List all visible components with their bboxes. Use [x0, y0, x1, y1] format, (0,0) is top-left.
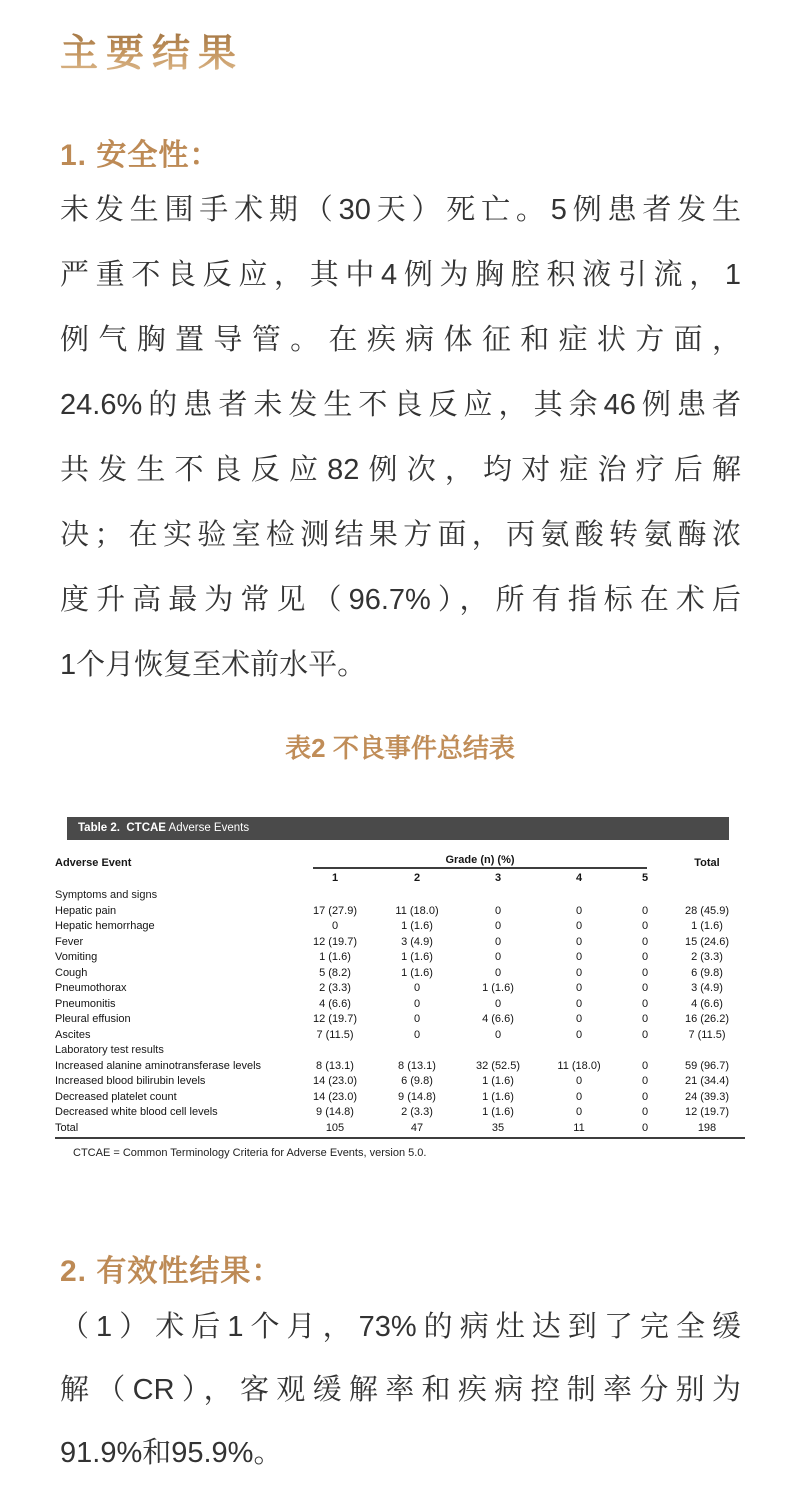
- table-cell: 1 (1.6): [401, 966, 433, 979]
- table-cell: 2 (3.3): [401, 1106, 433, 1118]
- table-cell: 9 (14.8): [398, 1090, 436, 1103]
- table-cell: 0: [413, 1028, 421, 1041]
- table-cell: 16 (26.2): [684, 1013, 730, 1025]
- table-cell: [621, 1043, 669, 1059]
- table-cell: [295, 888, 375, 904]
- table-footnote: CTCAE = Common Terminology Criteria for Adverse Events, version 5.0.: [73, 1147, 427, 1159]
- table-cell: 0: [494, 951, 502, 963]
- table-grade-subheader-row: [55, 869, 745, 888]
- table-row-label: Fever: [55, 935, 84, 948]
- paragraph-line: 例气胸置导管。在疾病体征和症状方面，: [60, 324, 741, 356]
- table-cell: [537, 888, 621, 904]
- table-cell: 198: [697, 1121, 717, 1134]
- table-cell: 2 (3.3): [319, 982, 351, 994]
- table-title-bold: Table 2. CTCAE: [78, 822, 166, 834]
- paragraph-line: 共发生不良反应82例次，均对症治疗后解: [60, 454, 741, 486]
- table-row-label: Pleural effusion: [55, 1013, 131, 1025]
- table-cell: 0: [494, 935, 502, 948]
- table-cell: 14 (23.0): [312, 1090, 358, 1103]
- column-header-adverse-event: Adverse Event: [55, 857, 132, 869]
- table-cell: 105: [325, 1121, 345, 1134]
- table-row: [55, 1059, 745, 1075]
- grade-col-5: 5: [641, 872, 649, 884]
- table-cell: [295, 1043, 375, 1059]
- table-row-label: Increased alanine aminotransferase levels: [55, 1059, 262, 1072]
- table-cell: 0: [575, 966, 583, 979]
- table-bottom-rule: [55, 1137, 745, 1139]
- table-cell: 0: [641, 997, 649, 1010]
- paragraph-line: 解（CR），客观缓解率和疾病控制率分别为: [60, 1374, 741, 1406]
- table-cell: 0: [641, 1028, 649, 1041]
- table-cell: 6 (9.8): [401, 1075, 433, 1087]
- table-cell: 35: [491, 1121, 505, 1134]
- table-caption: 表2 不良事件总结表: [285, 733, 515, 763]
- table-row-label: Decreased white blood cell levels: [55, 1106, 218, 1118]
- table-cell: 32 (52.5): [475, 1059, 521, 1072]
- paragraph-line: （1）术后1个月，73%的病灶达到了完全缓: [60, 1311, 741, 1343]
- table-row: [55, 1012, 745, 1028]
- table-cell: 11: [573, 1121, 585, 1134]
- table-row: [55, 904, 745, 920]
- table-cell: 1 (1.6): [482, 1106, 514, 1118]
- table-cell: 8 (13.1): [316, 1059, 354, 1072]
- table-cell: 9 (14.8): [316, 1106, 354, 1118]
- table-cell: 0: [641, 1075, 649, 1087]
- table-cell: 0: [641, 904, 649, 917]
- table-row: [55, 1105, 745, 1121]
- section-heading-efficacy: 2. 有效性结果：: [60, 1255, 283, 1288]
- table-cell: 0: [641, 1090, 649, 1103]
- table-group-row: [55, 1043, 745, 1059]
- table-cell-empty: [55, 869, 295, 888]
- table-cell: 0: [413, 997, 421, 1010]
- safety-paragraph: [60, 178, 741, 698]
- table-cell: 12 (19.7): [312, 1013, 358, 1025]
- table-cell: 17 (27.9): [312, 904, 358, 917]
- table-row: [55, 919, 745, 935]
- table-cell: 0: [641, 966, 649, 979]
- table-cell: 0: [641, 982, 649, 994]
- paragraph-line: 决；在实验室检测结果方面，丙氨酸转氨酶浓: [60, 519, 741, 551]
- table-row-label: Laboratory test results: [55, 1044, 164, 1056]
- table-cell: 0: [575, 920, 583, 932]
- page-title: 主要结果: [60, 22, 244, 77]
- paragraph-line: 1个月恢复至术前水平。: [60, 649, 367, 681]
- table-cell: 0: [641, 951, 649, 963]
- table-cell: 47: [410, 1121, 424, 1134]
- table-cell: 6 (9.8): [691, 966, 723, 979]
- table-cell: 7 (11.5): [316, 1028, 354, 1041]
- table-cell: 3 (4.9): [401, 935, 433, 948]
- table-row-label: Decreased platelet count: [55, 1090, 177, 1103]
- table-cell: 4 (6.6): [482, 1013, 514, 1025]
- table-cell: 0: [494, 997, 502, 1010]
- table-row: [55, 997, 745, 1013]
- paragraph-line: 度升高最为常见（96.7%），所有指标在术后: [60, 584, 741, 616]
- table-cell: 0: [575, 1106, 583, 1118]
- paragraph-line: 严重不良反应，其中4例为胸腔积液引流，1: [60, 259, 741, 291]
- section-heading-safety: 1. 安全性：: [60, 139, 221, 172]
- table-row: [55, 1074, 745, 1090]
- table-cell: 1 (1.6): [401, 951, 433, 963]
- table-cell: 0: [575, 1013, 583, 1025]
- table-cell: [459, 888, 537, 904]
- paragraph-line: 未发生围手术期（30天）死亡。5例患者发生: [60, 194, 741, 226]
- table-row-label: Hepatic hemorrhage: [55, 920, 155, 932]
- table-row-label: Hepatic pain: [55, 904, 117, 917]
- table-row-label: Total: [55, 1121, 79, 1134]
- table-row-label: Pneumonitis: [55, 997, 116, 1010]
- table-cell: 0: [641, 1121, 649, 1134]
- grade-col-1: 1: [331, 872, 339, 884]
- table-cell: 15 (24.6): [684, 935, 730, 948]
- grade-col-3: 3: [494, 872, 502, 884]
- column-header-total: Total: [694, 857, 720, 869]
- grade-col-2: 2: [413, 872, 421, 884]
- table-cell: [375, 888, 459, 904]
- table-cell: 7 (11.5): [688, 1028, 726, 1041]
- table-cell: 0: [413, 1013, 421, 1025]
- table-row: [55, 1090, 745, 1106]
- table-title-bar: [67, 817, 729, 840]
- table-cell: 4 (6.6): [691, 997, 723, 1010]
- table-row-label: Symptoms and signs: [55, 889, 158, 901]
- table-cell: 0: [575, 904, 583, 917]
- table-cell: [669, 888, 745, 904]
- table-cell: 1 (1.6): [319, 951, 351, 963]
- table-row-label: Increased blood bilirubin levels: [55, 1075, 206, 1087]
- column-header-grade: Grade (n) (%): [313, 854, 647, 869]
- table-cell: 28 (45.9): [684, 904, 730, 917]
- table-cell: 0: [641, 935, 649, 948]
- table-cell: 0: [575, 1075, 583, 1087]
- table-cell: 0: [494, 966, 502, 979]
- table-cell: [669, 1043, 745, 1059]
- paragraph-line: 91.9%和95.9%。: [60, 1437, 283, 1469]
- adverse-events-tbody: [55, 888, 745, 1136]
- table-cell: 1 (1.6): [691, 920, 723, 932]
- table-cell: [459, 1043, 537, 1059]
- table-cell: 3 (4.9): [691, 982, 723, 994]
- table-cell: 8 (13.1): [398, 1059, 436, 1072]
- table-cell: 0: [494, 920, 502, 932]
- table-cell: 0: [575, 1028, 583, 1041]
- adverse-events-table: [55, 847, 745, 1136]
- table-cell: 12 (19.7): [312, 935, 358, 948]
- table-cell: 24 (39.3): [684, 1090, 730, 1103]
- table-row: [55, 935, 745, 951]
- table-cell: 0: [575, 1090, 583, 1103]
- table-cell: 12 (19.7): [684, 1106, 730, 1118]
- table-cell: 0: [641, 1059, 649, 1072]
- table-row: [55, 966, 745, 982]
- table-cell: 0: [575, 997, 583, 1010]
- table-cell: 14 (23.0): [312, 1075, 358, 1087]
- table-row: [55, 981, 745, 997]
- table-row-label: Pneumothorax: [55, 982, 127, 994]
- table-cell: 0: [575, 982, 583, 994]
- grade-col-4: 4: [575, 872, 583, 884]
- table-cell: 0: [494, 904, 502, 917]
- table-cell: 5 (8.2): [319, 966, 351, 979]
- adverse-events-figure: [55, 815, 745, 1159]
- table-cell-empty: [669, 869, 745, 888]
- table-cell: 1 (1.6): [482, 982, 514, 994]
- table-row: [55, 1121, 745, 1137]
- table-row-label: Cough: [55, 966, 88, 979]
- table-cell: 1 (1.6): [482, 1090, 514, 1103]
- table-cell: 11 (18.0): [557, 1059, 601, 1072]
- table-cell: [375, 1043, 459, 1059]
- table-row: [55, 950, 745, 966]
- table-cell: [537, 1043, 621, 1059]
- table-row-label: Vomiting: [55, 951, 98, 963]
- table-row-label: Ascites: [55, 1028, 91, 1041]
- table-cell: 0: [413, 982, 421, 994]
- table-cell: 0: [641, 920, 649, 932]
- efficacy-paragraph: [60, 1296, 741, 1485]
- table-cell: 2 (3.3): [691, 951, 723, 963]
- table-row: [55, 1028, 745, 1044]
- table-cell: 0: [331, 920, 339, 932]
- table-cell: 0: [641, 1106, 649, 1118]
- table-cell: 0: [494, 1028, 502, 1041]
- table-header-row: [55, 847, 745, 869]
- table-cell: 0: [641, 1013, 649, 1025]
- table-cell: 1 (1.6): [401, 920, 433, 932]
- table-cell: [621, 888, 669, 904]
- table-group-row: [55, 888, 745, 904]
- table-cell: 11 (18.0): [395, 904, 439, 917]
- table-cell: 1 (1.6): [482, 1075, 514, 1087]
- table-cell: 0: [575, 951, 583, 963]
- column-header-grade-span: [295, 847, 669, 869]
- paragraph-line: 24.6%的患者未发生不良反应，其余46例患者: [60, 389, 741, 421]
- table-cell: 59 (96.7): [684, 1059, 730, 1072]
- table-cell: 4 (6.6): [319, 997, 351, 1010]
- table-cell: 21 (34.4): [684, 1075, 730, 1087]
- table-title-rest: Adverse Events: [165, 822, 250, 834]
- table-cell: 0: [575, 935, 583, 948]
